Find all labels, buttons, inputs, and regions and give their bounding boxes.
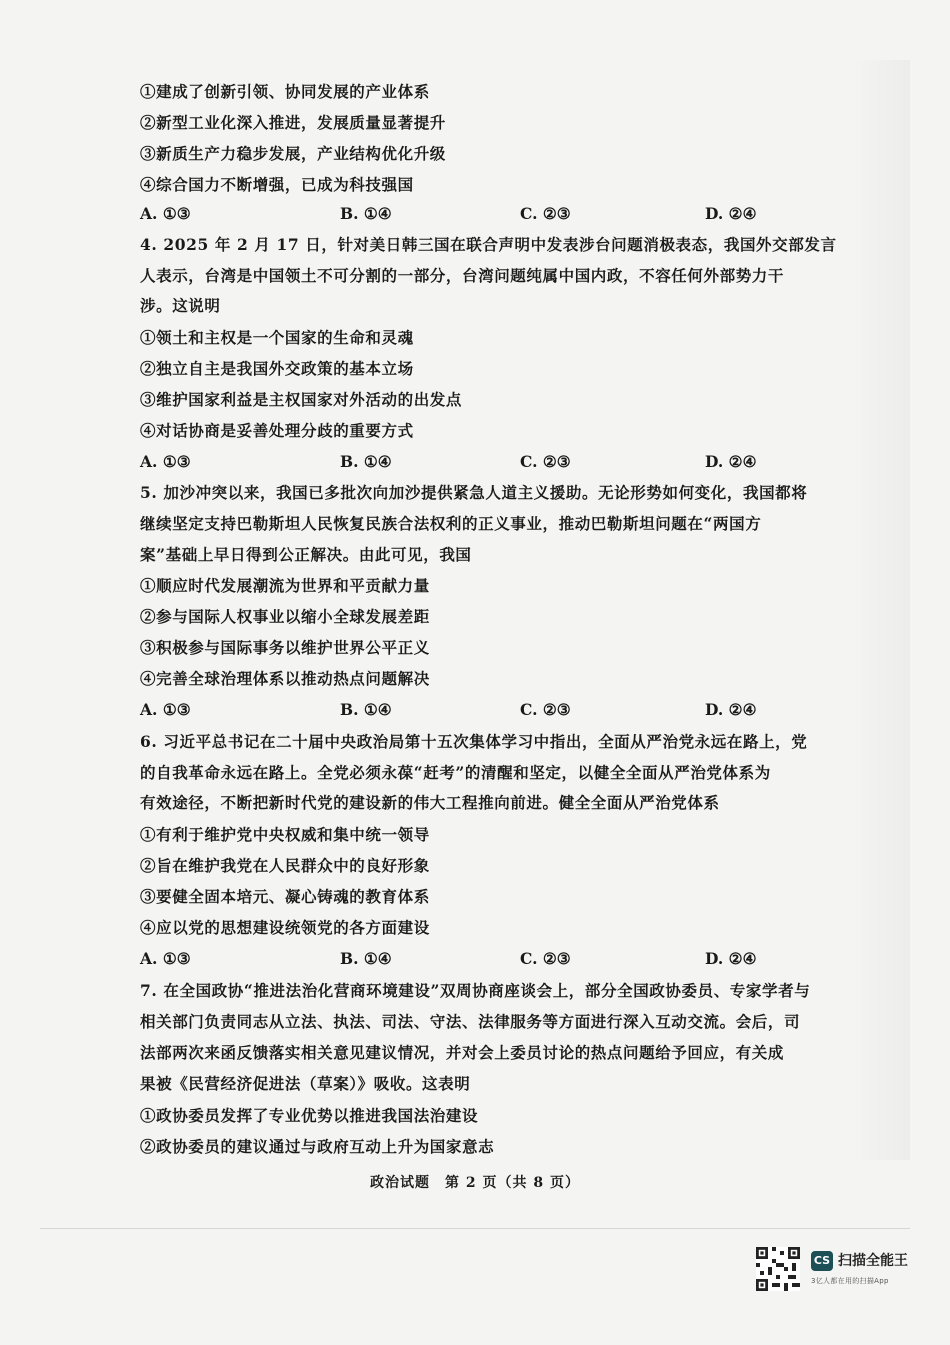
q4-stem-line-3: 涉。这说明	[140, 296, 221, 315]
q7-stem-line-1: 7. 在全国政协“推进法治化营商环境建设”双周协商座谈会上，部分全国政协委员、专家学者与	[140, 981, 811, 1000]
q7-stem-line-2: 相关部门负责同志从立法、执法、司法、守法、法律服务等方面进行深入互动交流。会后，司	[140, 1012, 801, 1031]
q3-option-4: ④综合国力不断增强，已成为科技强国	[140, 175, 414, 194]
q3-choice-a: A. ①③	[140, 204, 191, 223]
q6-option-3: ③要健全固本培元、凝心铸魂的教育体系	[140, 887, 430, 906]
q5-choice-d: D. ②④	[705, 700, 757, 719]
q3-option-3: ③新质生产力稳步发展，产业结构优化升级	[140, 144, 446, 163]
qr-code-icon	[756, 1247, 800, 1291]
q4-choice-c: C. ②③	[520, 452, 571, 471]
q3-option-1: ①建成了创新引领、协同发展的产业体系	[140, 82, 430, 101]
q4-choices	[140, 452, 880, 472]
q5-option-4: ④完善全球治理体系以推动热点问题解决	[140, 669, 430, 688]
q4-option-4: ④对话协商是妥善处理分歧的重要方式	[140, 421, 414, 440]
q7-stem-line-3: 法部两次来函反馈落实相关意见建议情况，并对会上委员讨论的热点问题给予回应，有关成	[140, 1043, 785, 1062]
q5-option-3: ③积极参与国际事务以维护世界公平正义	[140, 638, 430, 657]
q6-choice-a: A. ①③	[140, 949, 191, 968]
footer-divider	[40, 1228, 910, 1229]
q5-option-1: ①顺应时代发展潮流为世界和平贡献力量	[140, 576, 430, 595]
q4-choice-b: B. ①④	[340, 452, 392, 471]
q7-stem-line-4: 果被《民营经济促进法（草案）》吸收。这表明	[140, 1074, 471, 1093]
q6-choice-c: C. ②③	[520, 949, 571, 968]
q7-option-2: ②政协委员的建议通过与政府互动上升为国家意志	[140, 1137, 495, 1156]
q3-choice-b: B. ①④	[340, 204, 392, 223]
q4-stem-line-2: 人表示，台湾是中国领土不可分割的一部分，台湾问题纯属中国内政，不容任何外部势力干	[140, 266, 785, 285]
q6-choices	[140, 949, 880, 969]
q6-option-4: ④应以党的思想建设统领党的各方面建设	[140, 918, 430, 937]
q6-stem-line-1: 6. 习近平总书记在二十届中央政治局第十五次集体学习中指出，全面从严治党永远在路上，党	[140, 732, 808, 751]
q6-option-1: ①有利于维护党中央权威和集中统一领导	[140, 825, 430, 844]
q7-option-1: ①政协委员发挥了专业优势以推进我国法治建设	[140, 1106, 479, 1125]
q3-choices	[140, 204, 880, 224]
q3-option-2: ②新型工业化深入推进，发展质量显著提升	[140, 113, 446, 132]
q4-option-3: ③维护国家利益是主权国家对外活动的出发点	[140, 390, 463, 409]
camscanner-logo-icon: CS	[811, 1251, 833, 1271]
q5-option-2: ②参与国际人权事业以缩小全球发展差距	[140, 607, 430, 626]
q4-option-2: ②独立自主是我国外交政策的基本立场	[140, 359, 414, 378]
camscanner-name: 扫描全能王	[838, 1253, 908, 1269]
page-footer: 政治试题 第 2 页（共 8 页）	[370, 1175, 580, 1191]
camscanner-tagline: 3亿人都在用的扫描App	[811, 1277, 889, 1285]
q6-choice-b: B. ①④	[340, 949, 392, 968]
q3-choice-d: D. ②④	[705, 204, 757, 223]
q6-stem-line-3: 有效途径，不断把新时代党的建设新的伟大工程推向前进。健全全面从严治党体系	[140, 793, 720, 812]
q6-choice-d: D. ②④	[705, 949, 757, 968]
q5-choices	[140, 700, 880, 720]
q4-choice-d: D. ②④	[705, 452, 757, 471]
q6-option-2: ②旨在维护我党在人民群众中的良好形象	[140, 856, 430, 875]
q4-stem-line-1: 4. 2025 年 2 月 17 日，针对美日韩三国在联合声明中发表涉台问题消极表态，我国外交部发言	[140, 235, 837, 254]
q4-option-1: ①领土和主权是一个国家的生命和灵魂	[140, 328, 414, 347]
q5-stem-line-1: 5. 加沙冲突以来，我国已多批次向加沙提供紧急人道主义援助。无论形势如何变化，我国都将	[140, 483, 808, 502]
q5-stem-line-2: 继续坚定支持巴勒斯坦人民恢复民族合法权利的正义事业，推动巴勒斯坦问题在“两国方	[140, 514, 762, 533]
q4-choice-a: A. ①③	[140, 452, 191, 471]
q3-choice-c: C. ②③	[520, 204, 571, 223]
q5-stem-line-3: 案”基础上早日得到公正解决。由此可见，我国	[140, 545, 472, 564]
q5-choice-c: C. ②③	[520, 700, 571, 719]
scan-bleed-through	[850, 60, 910, 1160]
q5-choice-a: A. ①③	[140, 700, 191, 719]
q5-choice-b: B. ①④	[340, 700, 392, 719]
q6-stem-line-2: 的自我革命永远在路上。全党必须永葆“赶考”的清醒和坚定，以健全全面从严治党体系为	[140, 763, 771, 782]
